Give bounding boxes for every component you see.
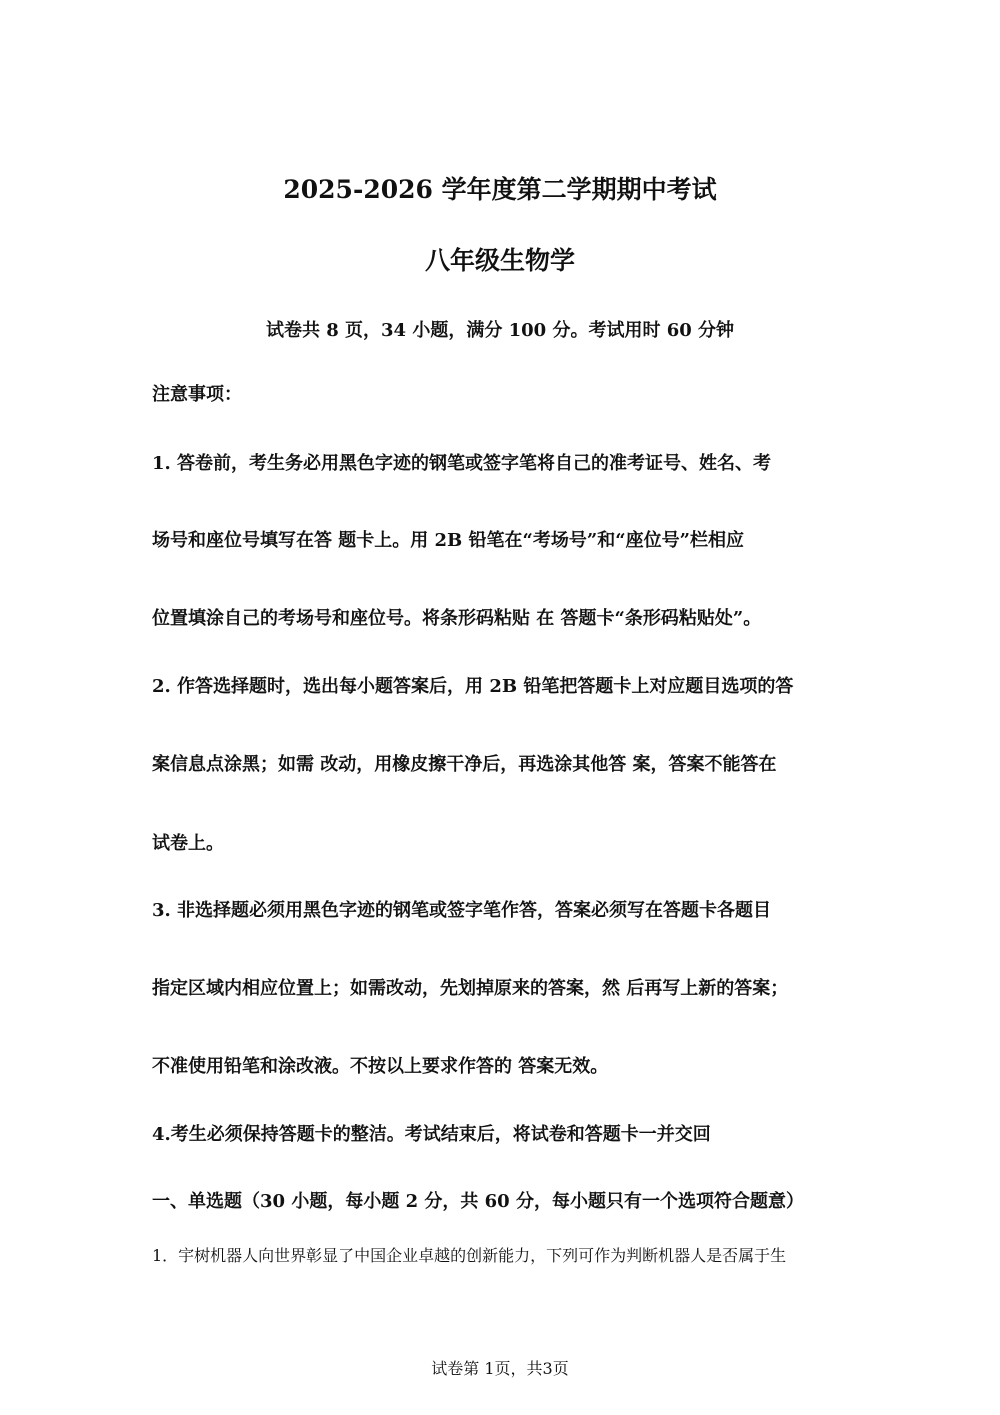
page-footer: 试卷第 1页，共3页 — [431, 1359, 569, 1378]
question-text: 1．宇树机器人向世界彰显了中国企业卓越的创新能力，下列可作为判断机器人是否属于生 — [152, 1246, 787, 1265]
notice-line: 2. 作答选择题时，选出每小题答案后，用 2B 铅笔把答题卡上对应题目选项的答 — [152, 676, 794, 697]
notice-line: 4.考生必须保持答题卡的整洁。考试结束后，将试卷和答题卡一并交回 — [152, 1124, 711, 1145]
notice-line: 试卷上。 — [152, 833, 224, 854]
subject-title: 八年级生物学 — [424, 246, 575, 275]
exam-info: 试卷共 8 页，34 小题，满分 100 分。考试用时 60 分钟 — [265, 320, 735, 341]
section-heading: 一、单选题（30 小题，每小题 2 分，共 60 分，每小题只有一个选项符合题意） — [152, 1191, 804, 1212]
notice-line: 3. 非选择题必须用黑色字迹的钢笔或签字笔作答，答案必须写在答题卡各题目 — [152, 900, 772, 921]
notice-heading: 注意事项： — [152, 384, 242, 405]
notice-line: 场号和座位号填写在答 题卡上。用 2B 铅笔在“考场号”和“座位号”栏相应 — [152, 530, 744, 551]
notice-line: 不准使用铅笔和涂改液。不按以上要求作答的 答案无效。 — [152, 1056, 609, 1077]
notice-line: 位置填涂自己的考场号和座位号。将条形码粘贴 在 答题卡“条形码粘贴处”。 — [152, 608, 762, 629]
notice-line: 案信息点涂黑；如需 改动，用橡皮擦干净后，再选涂其他答 案，答案不能答在 — [152, 754, 777, 775]
notice-line: 1. 答卷前，考生务必用黑色字迹的钢笔或签字笔将自己的准考证号、姓名、考 — [152, 453, 772, 474]
notice-line: 指定区域内相应位置上；如需改动，先划掉原来的答案，然 后再写上新的答案； — [152, 978, 789, 999]
page-title: 2025-2026 学年度第二学期期中考试 — [283, 175, 717, 204]
